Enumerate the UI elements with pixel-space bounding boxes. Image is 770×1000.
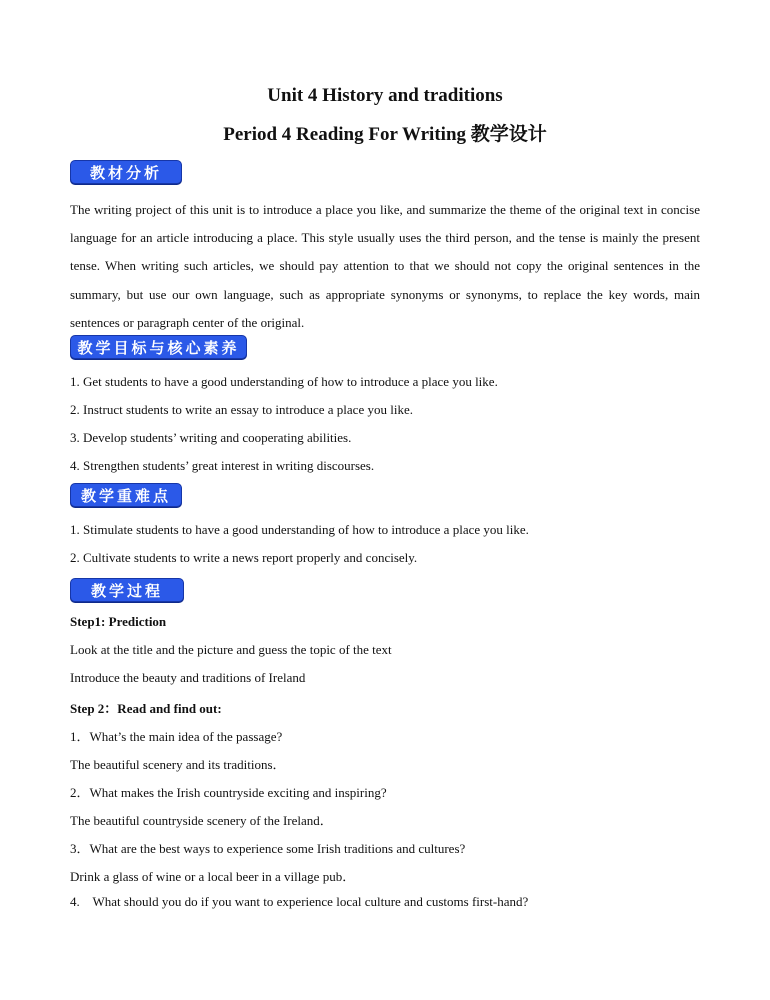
section-badge-objectives: 教学目标与核心素养: [70, 335, 247, 359]
section-badge-key-points: 教学重难点: [70, 483, 182, 507]
document-title: Unit 4 History and traditions: [267, 85, 503, 106]
key-point-item: 2. Cultivate students to write a news report properly and concisely.: [70, 550, 418, 565]
step2-heading: Step 2：Read and find out:: [70, 701, 222, 716]
answer-item: The beautiful countryside scenery of the Ireland．: [70, 813, 333, 828]
objective-item: 4. Strengthen students’ great interest in writing discourses.: [70, 458, 375, 473]
section-badge-materials: 教材分析: [70, 160, 182, 184]
step1-line: Introduce the beauty and traditions of Ireland: [70, 670, 306, 685]
answer-item: The beautiful scenery and its traditions．: [70, 757, 286, 772]
step1-heading: Step1: Prediction: [70, 614, 167, 629]
question-item: 2．What makes the Irish countryside exciting and inspiring?: [70, 785, 387, 800]
answer-item: Drink a glass of wine or a local beer in a village pub．: [70, 869, 356, 884]
objective-item: 1. Get students to have a good understanding of how to introduce a place you like.: [70, 374, 498, 389]
document-subtitle: Period 4 Reading For Writing 教学设计: [223, 124, 547, 145]
question-item: 3．What are the best ways to experience some Irish traditions and cultures?: [70, 841, 466, 856]
section-badge-process: 教学过程: [70, 578, 184, 602]
materials-analysis-paragraph: The writing project of this unit is to introduce a place you like, and summarize the theme of the original text in concise language for an article introducing a place. This style usually uses the third person, and the tense is mainly the present tense. When writing such articles, we should pay attention to that we should not copy the original sentences in the summary, but use our own language, such as appropriate synonyms or synonyms, to replace the key words, main sentences or paragraph center of the original.: [70, 202, 700, 330]
key-point-item: 1. Stimulate students to have a good understanding of how to introduce a place you like.: [70, 522, 529, 537]
question-item: 4. What should you do if you want to experience local culture and customs first-hand?: [70, 894, 529, 909]
objective-item: 2. Instruct students to write an essay to introduce a place you like.: [70, 402, 413, 417]
objective-item: 3. Develop students’ writing and cooperating abilities.: [70, 430, 352, 445]
step1-line: Look at the title and the picture and guess the topic of the text: [70, 642, 392, 657]
question-item: 1．What’s the main idea of the passage?: [70, 729, 283, 744]
